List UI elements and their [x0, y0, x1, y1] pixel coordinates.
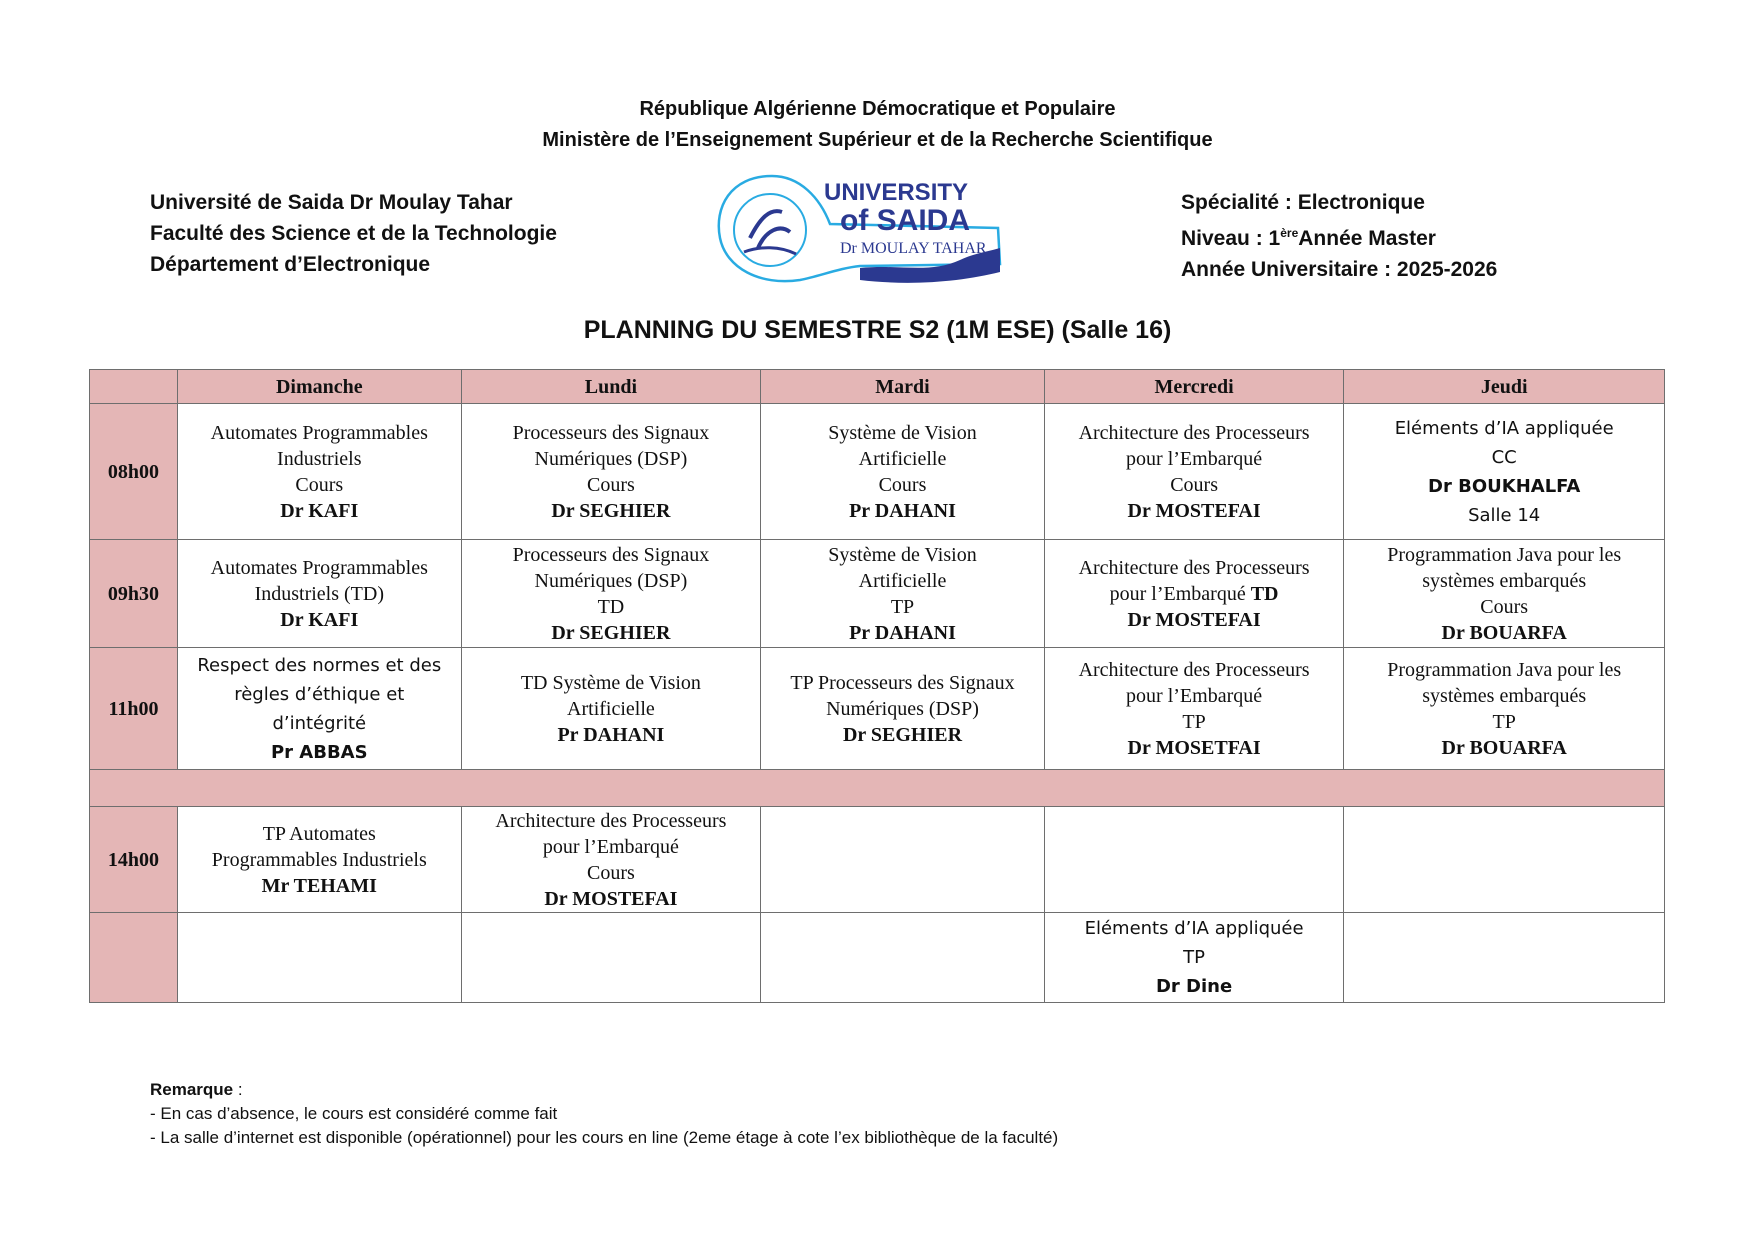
niveau-suffix: Année Master [1298, 227, 1436, 250]
course-line-text: Cours [295, 473, 344, 496]
remark-item: - En cas d’absence, le cours est considéré comme fait [150, 1104, 558, 1123]
course-detail [1350, 594, 1658, 620]
teacher-name: Dr MOSTEFAI [1127, 499, 1261, 522]
course-cell [461, 540, 761, 648]
course-cell [177, 404, 461, 540]
page-title: PLANNING DU SEMESTRE S2 (1M ESE) (Salle 16) [583, 316, 1172, 344]
course-line-text: TD [597, 595, 625, 618]
day-header: Dimanche [177, 370, 461, 404]
teacher-name: Pr ABBAS [270, 741, 368, 763]
course-cell [761, 913, 1045, 1003]
course-cell [177, 540, 461, 648]
course-line-text: TP Automates [262, 822, 376, 845]
teacher-name: Dr BOUKHALFA [1428, 475, 1581, 497]
course-detail [1350, 709, 1658, 735]
course-line-text: systèmes embarqués [1422, 684, 1587, 707]
remarks-title-suffix: : [233, 1080, 243, 1099]
logo-text-university: UNIVERSITY [824, 179, 969, 206]
course-name [1051, 657, 1338, 683]
logo-text-moulay: Dr MOULAY TAHAR [840, 240, 987, 257]
course-detail [1051, 943, 1338, 972]
remarks [150, 1078, 1058, 1150]
course-line-text: Industriels [277, 447, 362, 470]
time-slot: 09h30 [90, 540, 178, 648]
course-line-text: Numériques (DSP) [534, 569, 688, 592]
time-slot [90, 913, 178, 1003]
course-name [468, 670, 755, 696]
course-name [468, 420, 755, 446]
course-line-text: Processeurs des Signaux [512, 421, 710, 444]
course-line-text: pour l’Embarqué [1126, 447, 1263, 470]
course-cell [177, 648, 461, 770]
teacher-name: Pr DAHANI [849, 499, 956, 522]
course-line-text: Architecture des Processeurs [1078, 556, 1310, 579]
course-name [1051, 420, 1338, 446]
course-cell [1344, 913, 1665, 1003]
course-line-text: Automates Programmables [210, 556, 428, 579]
time-slot: 11h00 [90, 648, 178, 770]
course-line-text: Cours [1480, 595, 1529, 618]
course-line-text: Processeurs des Signaux [512, 543, 710, 566]
teacher-name: Pr DAHANI [849, 621, 956, 644]
institution-block [150, 187, 557, 280]
course-cell [761, 648, 1045, 770]
course-line-text: TP [890, 595, 915, 618]
schedule-table [89, 369, 1665, 1003]
niveau [1181, 218, 1497, 254]
teacher-name: Pr DAHANI [557, 723, 665, 746]
course-detail [767, 696, 1038, 722]
course-name [1051, 555, 1338, 581]
specialite: Spécialité : Electronique [1181, 191, 1425, 214]
course-line-text: Automates Programmables [210, 421, 428, 444]
course-name [1051, 914, 1338, 943]
teacher-name: Dr SEGHIER [842, 723, 963, 746]
republic-line: République Algérienne Démocratique et Populaire [639, 98, 1116, 120]
course-line-text: Numériques (DSP) [534, 447, 688, 470]
course-detail [184, 446, 455, 472]
teacher-name: Dr MOSTEFAI [1127, 608, 1261, 631]
course-detail [468, 446, 755, 472]
course-cell [461, 648, 761, 770]
pause-row [90, 770, 1665, 807]
course-detail [184, 581, 455, 607]
annee-universitaire: Année Universitaire : 2025-2026 [1181, 258, 1498, 281]
course-cell [177, 913, 461, 1003]
course-line-text: Système de Vision [828, 421, 977, 444]
course-detail [1051, 683, 1338, 709]
day-header: Jeudi [1344, 370, 1665, 404]
course-name [1350, 657, 1658, 683]
course-detail [767, 594, 1038, 620]
course-name [1350, 542, 1658, 568]
course-line-text: TP [1492, 710, 1516, 733]
course-line-text: Programmables Industriels [211, 848, 427, 871]
day-header: Mercredi [1044, 370, 1344, 404]
course-line-text: Architecture des Processeurs [495, 809, 727, 832]
course-line-text: Architecture des Processeurs [1078, 658, 1310, 681]
course-cell [761, 807, 1045, 913]
course-cell [177, 807, 461, 913]
university-logo [710, 168, 1010, 288]
course-detail [468, 472, 755, 498]
course-detail [1350, 568, 1658, 594]
course-line-text: TP [1183, 947, 1206, 968]
day-header: Lundi [461, 370, 761, 404]
teacher-name: Dr BOUARFA [1441, 621, 1567, 644]
course-detail [184, 709, 455, 738]
teacher-name: Dr BOUARFA [1441, 736, 1567, 759]
teacher-name: Dr SEGHIER [551, 499, 671, 522]
course-detail [184, 680, 455, 709]
course-line-text: CC [1491, 446, 1517, 468]
course-line-text: TP Processeurs des Signaux [790, 671, 1015, 694]
teacher-name: Dr Dine [1155, 976, 1233, 997]
course-line-text: pour l’Embarqué [542, 835, 679, 858]
ministry-line: Ministère de l’Enseignement Supérieur et de la Recherche Scientifique [542, 129, 1213, 151]
course-line-text: Cours [878, 473, 927, 496]
teacher-name: Dr MOSTEFAI [544, 887, 678, 910]
course-line-text: TD Système de Vision [520, 671, 701, 694]
teacher-name: Dr SEGHIER [551, 621, 671, 644]
niveau-prefix: Niveau : 1 [1181, 227, 1281, 250]
course-type: TD [1250, 582, 1279, 605]
table-row [90, 648, 1665, 770]
course-detail [1051, 581, 1338, 607]
course-cell [1044, 807, 1344, 913]
table-row [90, 404, 1665, 540]
course-name [468, 808, 755, 834]
remarks-title-line [150, 1078, 1058, 1102]
course-name [767, 420, 1038, 446]
course-line-text: Cours [587, 473, 635, 496]
course-detail [1051, 446, 1338, 472]
course-detail [184, 472, 455, 498]
course-line-text: Cours [1170, 473, 1218, 496]
course-cell [461, 807, 761, 913]
course-name [1350, 414, 1658, 443]
time-slot: 08h00 [90, 404, 178, 540]
course-line-text: Artificielle [858, 569, 947, 592]
course-line-text: Numériques (DSP) [826, 697, 979, 720]
table-row [90, 913, 1665, 1003]
course-name [184, 420, 455, 446]
course-line-text: Artificielle [858, 447, 947, 470]
remark-item: - La salle d’internet est disponible (opérationnel) pour les cours en line (2eme étage à cote l’ex bibliothèque de la faculté) [150, 1128, 1059, 1147]
course-cell [1344, 404, 1665, 540]
course-line-text: Industriels (TD) [254, 582, 384, 605]
course-cell [1344, 540, 1665, 648]
ministry-header [0, 94, 1755, 156]
teacher-name: Dr KAFI [280, 499, 359, 522]
faculty-name: Faculté des Science et de la Technologie [150, 222, 557, 245]
course-line-text: pour l’Embarqué [1109, 582, 1246, 605]
course-cell [761, 540, 1045, 648]
course-line-text: d’intégrité [272, 712, 367, 734]
course-detail [1051, 709, 1338, 735]
table-row [90, 807, 1665, 913]
course-line-text: Programmation Java pour les [1387, 543, 1622, 566]
course-line-text: pour l’Embarqué [1126, 684, 1263, 707]
teacher-name: Dr KAFI [280, 608, 359, 631]
course-name [767, 542, 1038, 568]
table-row [90, 540, 1665, 648]
remarks-title: Remarque [150, 1080, 234, 1099]
course-detail [767, 472, 1038, 498]
course-cell [461, 404, 761, 540]
course-line-text: TP [1182, 710, 1206, 733]
course-detail [468, 594, 755, 620]
course-cell [461, 913, 761, 1003]
course-detail [1051, 472, 1338, 498]
room-label: Salle 14 [1468, 504, 1541, 526]
course-line-text: Système de Vision [828, 543, 977, 566]
course-cell [1044, 913, 1344, 1003]
course-name [767, 670, 1038, 696]
university-name: Université de Saida Dr Moulay Tahar [150, 191, 513, 214]
course-line-text: Eléments d’IA appliquée [1084, 918, 1304, 939]
course-cell [1344, 648, 1665, 770]
program-info-block [1181, 187, 1497, 285]
course-line-text: Eléments d’IA appliquée [1394, 417, 1614, 439]
course-line-text: Artificielle [567, 697, 655, 720]
course-cell [761, 404, 1045, 540]
course-cell [1344, 807, 1665, 913]
course-detail [1350, 683, 1658, 709]
course-name [184, 651, 455, 680]
course-cell [1044, 540, 1344, 648]
course-name [468, 542, 755, 568]
course-cell [1044, 404, 1344, 540]
teacher-name: Mr TEHAMI [261, 874, 377, 897]
course-line-text: Respect des normes et des [197, 654, 442, 676]
course-line-text: Architecture des Processeurs [1078, 421, 1310, 444]
course-cell [1044, 648, 1344, 770]
course-detail [1350, 443, 1658, 472]
pause-cell [90, 770, 1665, 807]
course-detail [184, 847, 455, 873]
course-detail [767, 446, 1038, 472]
course-detail [468, 568, 755, 594]
course-line-text: Cours [587, 861, 635, 884]
table-header-row [90, 370, 1665, 404]
course-name [184, 821, 455, 847]
teacher-name: Dr MOSETFAI [1127, 736, 1261, 759]
course-detail [468, 696, 755, 722]
niveau-sup: ère [1280, 226, 1299, 240]
course-detail [468, 860, 755, 886]
course-line-text: Programmation Java pour les [1387, 658, 1622, 681]
logo-text-saida: of SAIDA [840, 204, 970, 237]
course-detail [468, 834, 755, 860]
university-logo-graphic [710, 168, 1010, 288]
course-line-text: règles d’éthique et [234, 683, 405, 705]
department-name: Département d’Electronique [150, 253, 431, 276]
course-name [184, 555, 455, 581]
corner-cell [90, 370, 178, 404]
course-detail [767, 568, 1038, 594]
time-slot: 14h00 [90, 807, 178, 913]
course-line-text: systèmes embarqués [1422, 569, 1587, 592]
day-header: Mardi [761, 370, 1045, 404]
